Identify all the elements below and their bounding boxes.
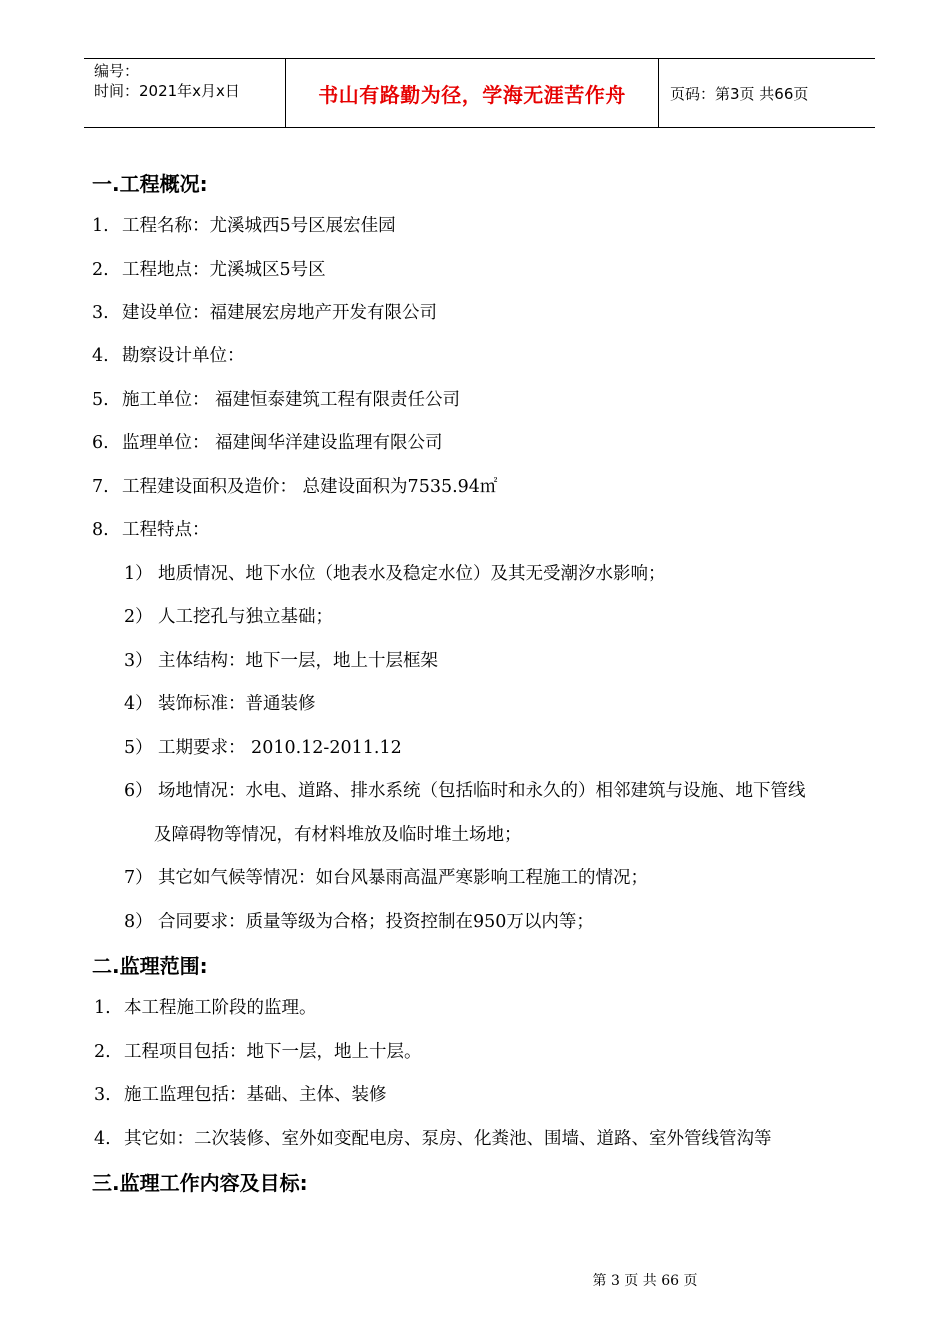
- section-heading: 三.监理工作内容及目标:: [92, 1171, 308, 1195]
- item-number: 1.: [92, 216, 109, 236]
- item-text: 施工监理包括：基础、主体、装修: [124, 1085, 387, 1105]
- item-number: 6.: [92, 433, 109, 453]
- item-text: 工程建设面积及造价： 总建设面积为7535.94㎡: [122, 477, 498, 497]
- sub-item-text: 其它如气候等情况：如台风暴雨高温严寒影响工程施工的情况；: [158, 868, 648, 888]
- item-text: 建设单位：福建展宏房地产开发有限公司: [122, 303, 437, 323]
- footer-page-number: 第 3 页 共 66 页: [592, 1273, 698, 1289]
- item-text: 其它如：二次装修、室外如变配电房、泵房、化粪池、围墙、道路、室外管线管沟等: [124, 1129, 772, 1149]
- page-header: [84, 58, 875, 128]
- list-item: [92, 256, 326, 281]
- item-number: 2.: [92, 260, 109, 280]
- section-heading: 二.监理范围:: [92, 954, 208, 978]
- sub-item-text: 主体结构：地下一层，地上十层框架: [158, 651, 438, 671]
- item-number: 2.: [94, 1042, 111, 1062]
- sub-item-number: 6）: [124, 781, 153, 801]
- sub-item-text: 人工挖孔与独立基础；: [158, 607, 333, 627]
- item-text: 工程项目包括：地下一层，地上十层。: [124, 1042, 422, 1062]
- item-text: 工程特点：: [122, 520, 210, 540]
- item-number: 3.: [94, 1085, 111, 1105]
- list-item: [94, 1038, 422, 1063]
- item-number: 4.: [92, 346, 109, 366]
- sub-item: [124, 864, 648, 889]
- sub-item-text: 及障碍物等情况，有材料堆放及临时堆土场地；: [154, 825, 522, 845]
- serial-label: 编号：: [94, 62, 140, 80]
- list-item: [92, 342, 245, 367]
- item-text: 监理单位： 福建闽华洋建设监理有限公司: [122, 433, 443, 453]
- sub-item-number: 1）: [124, 564, 153, 584]
- header-page-info: 页码：第3页 共66页: [670, 85, 809, 103]
- sub-item: [124, 908, 594, 933]
- item-number: 3.: [92, 303, 109, 323]
- sub-item-number: 5）: [124, 738, 153, 758]
- list-item: [94, 1125, 772, 1150]
- item-number: 8.: [92, 520, 109, 540]
- sub-item: [124, 734, 402, 759]
- item-text: 施工单位： 福建恒泰建筑工程有限责任公司: [122, 390, 461, 410]
- sub-item: [124, 560, 666, 585]
- sub-item-number: 2）: [124, 607, 153, 627]
- item-number: 7.: [92, 477, 109, 497]
- item-number: 4.: [94, 1129, 111, 1149]
- list-item: [92, 429, 443, 454]
- item-text: 工程地点：尤溪城区5号区: [122, 260, 326, 280]
- sub-item-text: 合同要求：质量等级为合格；投资控制在950万以内等；: [158, 912, 594, 932]
- sub-item-number: 7）: [124, 868, 153, 888]
- sub-item-text: 工期要求： 2010.12-2011.12: [158, 738, 402, 758]
- sub-item-number: 8）: [124, 912, 153, 932]
- section-heading: 一.工程概况:: [92, 172, 208, 196]
- header-motto: 书山有路勤为径，学海无涯苦作舟: [318, 82, 626, 107]
- sub-item: [124, 647, 438, 672]
- item-text: 本工程施工阶段的监理。: [124, 998, 317, 1018]
- list-item: [92, 473, 497, 498]
- list-item: [92, 386, 460, 411]
- sub-item-number: 3）: [124, 651, 153, 671]
- list-item: [92, 212, 396, 237]
- item-number: 5.: [92, 390, 109, 410]
- list-item: [92, 516, 210, 541]
- list-item: [94, 994, 317, 1019]
- page-footer: [0, 1270, 950, 1290]
- item-text: 勘察设计单位：: [122, 346, 245, 366]
- header-divider: [658, 59, 659, 127]
- item-text: 工程名称：尤溪城西5号区展宏佳园: [122, 216, 396, 236]
- item-number: 1.: [94, 998, 111, 1018]
- list-item: [92, 299, 437, 324]
- sub-item: [124, 777, 806, 802]
- sub-item-text: 场地情况：水电、道路、排水系统（包括临时和永久的）相邻建筑与设施、地下管线: [158, 781, 806, 801]
- sub-item-number: 4）: [124, 694, 153, 714]
- sub-item: [124, 690, 316, 715]
- sub-item-text: 装饰标准：普通装修: [158, 694, 316, 714]
- header-meta: [94, 61, 240, 101]
- time-label: 时间：2021年x月x日: [94, 82, 240, 100]
- sub-item: [124, 603, 333, 628]
- sub-item-text: 地质情况、地下水位（地表水及稳定水位）及其无受潮汐水影响；: [158, 564, 666, 584]
- sub-item-continuation: [154, 821, 522, 846]
- list-item: [94, 1081, 387, 1106]
